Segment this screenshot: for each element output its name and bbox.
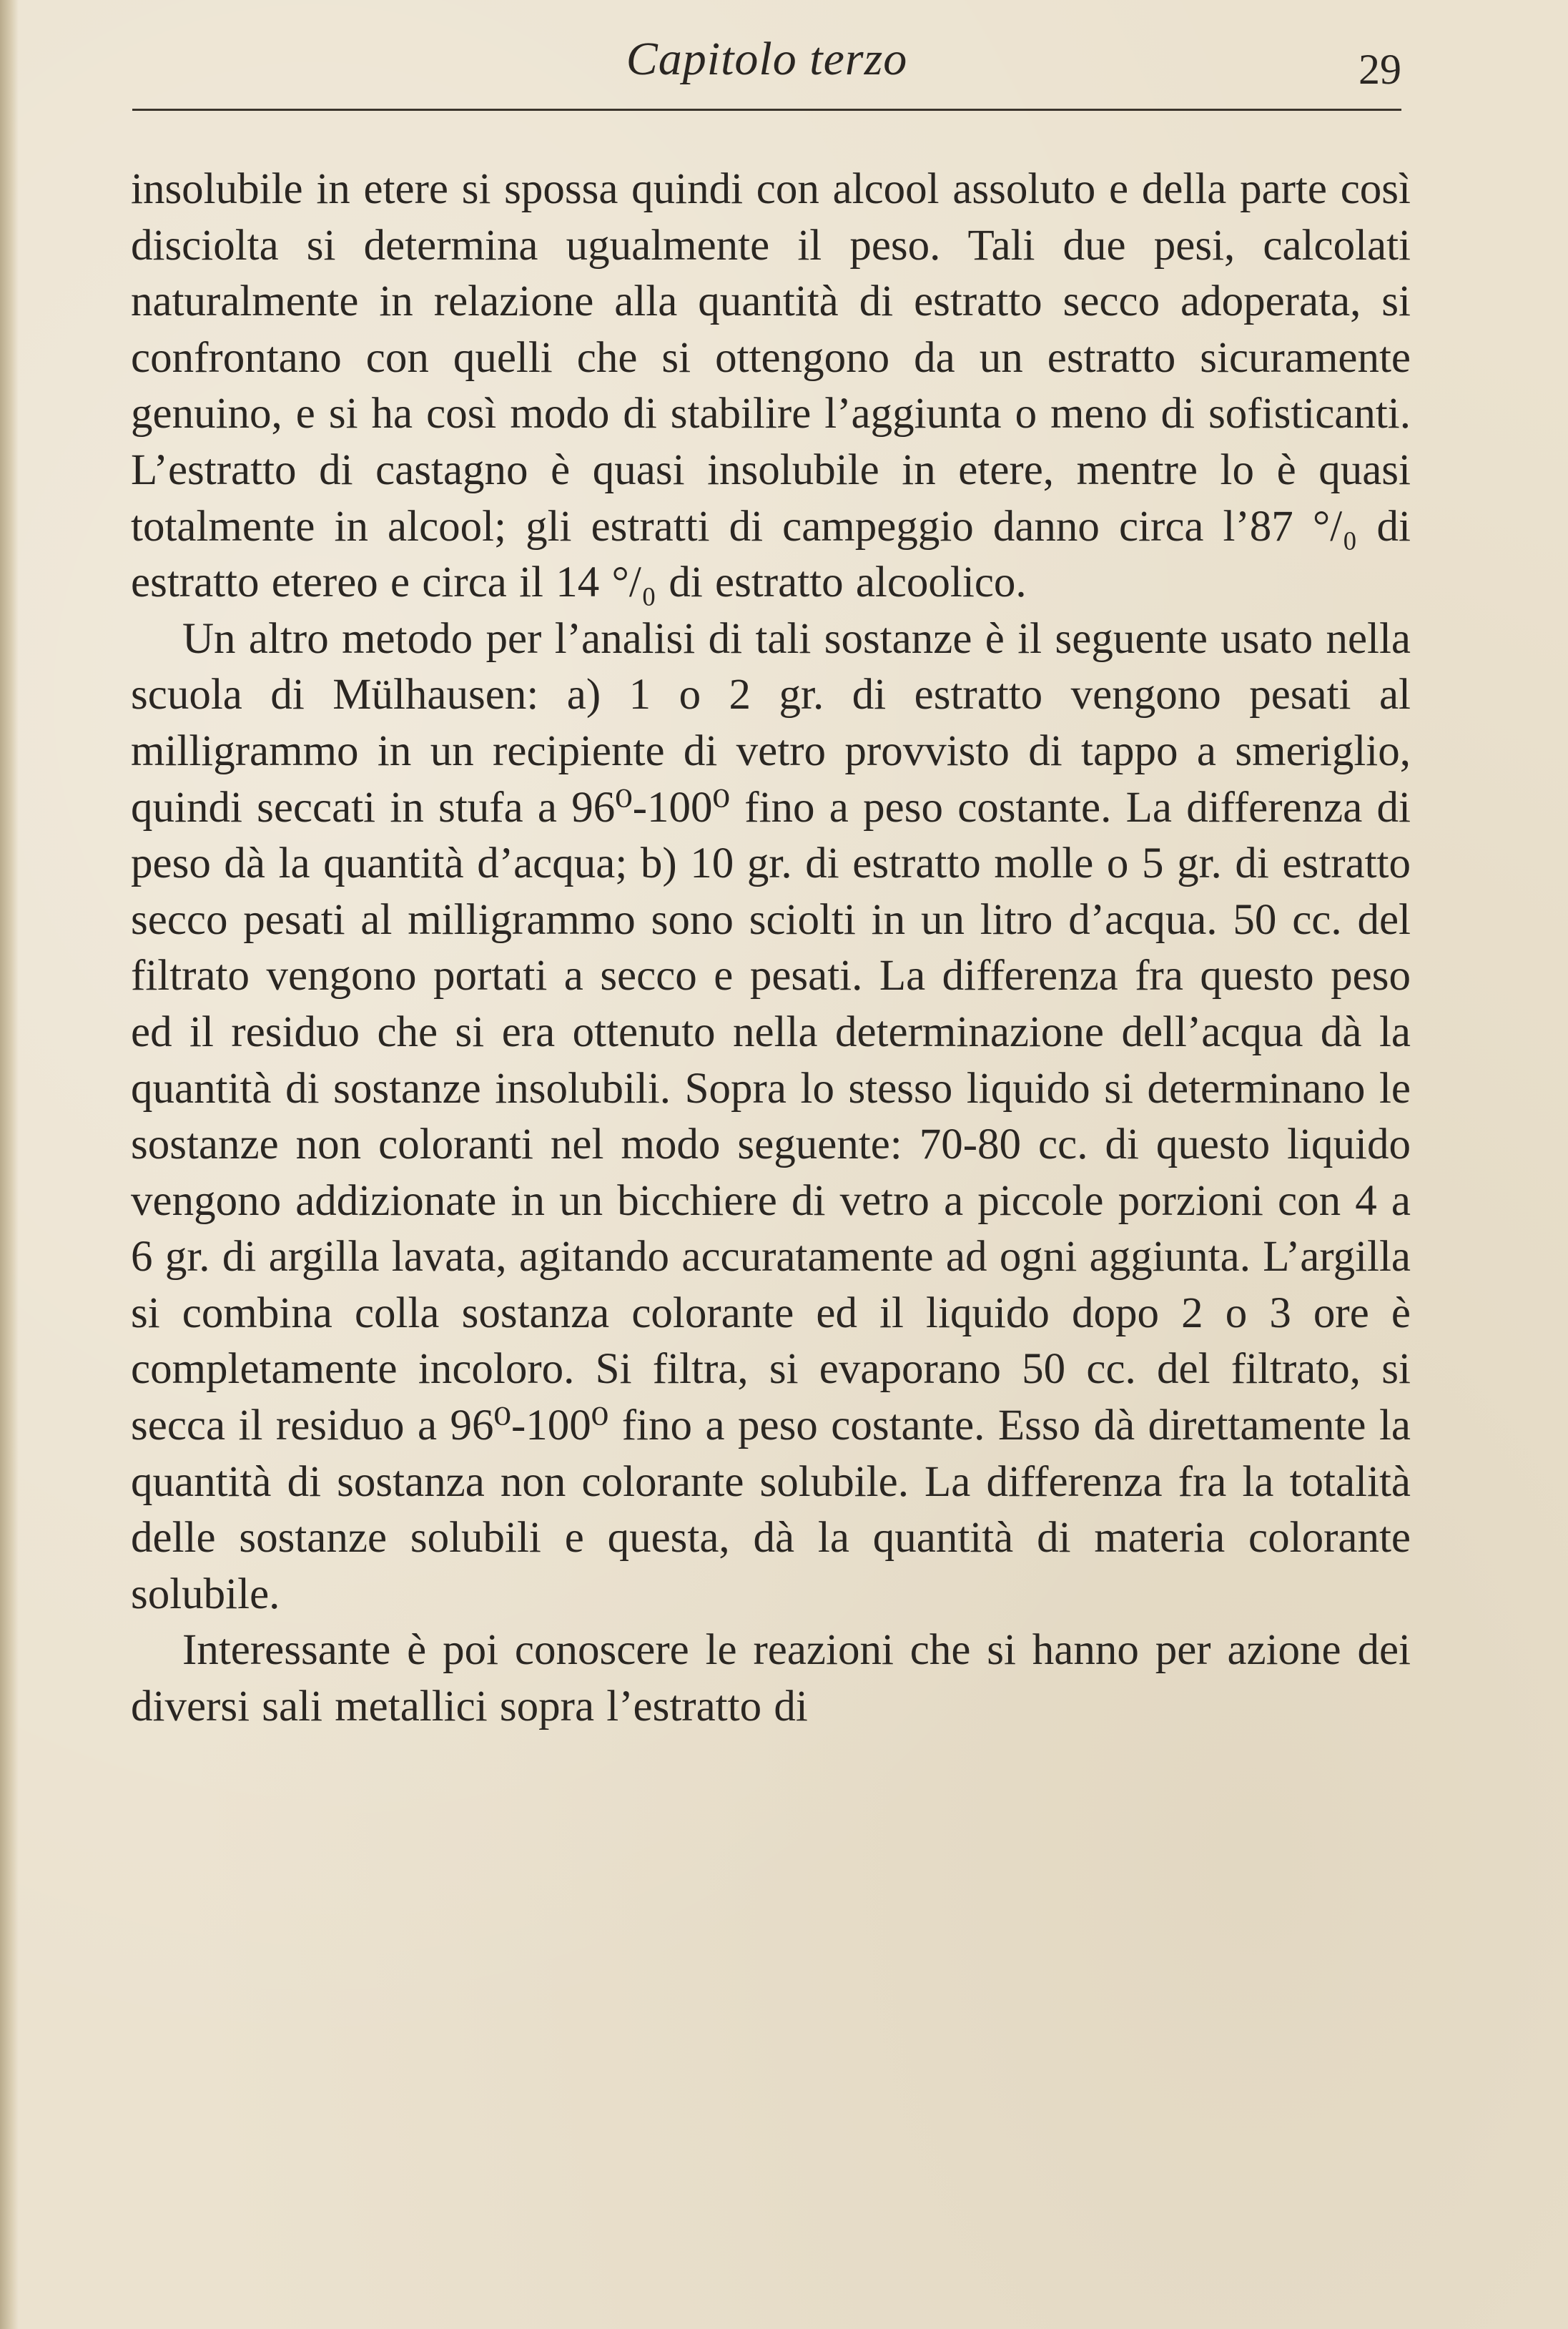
running-title: Capitolo terzo [626,33,908,85]
paragraph-2: Un altro metodo per l’analisi di tali sostanze è il seguente usato nella scuola di Mülhausen: a) 1 o 2 gr. di estratto vengono pesati al milligrammo in un recipiente di vetro provvisto di tappo a smeriglio, quindi seccati in stufa a 96⁰-100⁰ fino a peso costante. La differenza di peso dà la quantità d’acqua; b) 10 gr. di estratto molle o 5 gr. di estratto secco pesati al milligrammo sono sciolti in un litro d’acqua. 50 cc. del filtrato vengono portati a secco e pesati. La differenza fra questo peso ed il residuo che si era ottenuto nella determinazione dell’acqua dà la quantità di sostanze insolubili. Sopra lo stesso liquido si determinano le sostanze non coloranti nel modo seguente: 70-80 cc. di questo liquido vengono addizionate in un bicchiere di vetro a piccole porzioni con 4 a 6 gr. di argilla lavata, agitando accuratamente ad ogni aggiunta. L’argilla si combina colla sostanza colorante ed il liquido dopo 2 o 3 ore è completamente incoloro. Si filtra, si evaporano 50 cc. del filtrato, si secca il residuo a 96⁰-100⁰ fino a peso costante. Esso dà direttamente la quantità di sostanza non colorante solubile. La differenza fra la totalità delle sostanze solubili e questa, dà la quantità di materia colorante solubile. [131,614,1411,1618]
running-head [132,27,1401,99]
header-rule [132,109,1401,111]
page-number: 29 [1359,46,1401,93]
page-binding-edge [0,0,19,2329]
paragraph-3: Interessante è poi conoscere le reazioni che si hanno per azione dei diversi sali metallici sopra l’estratto di [131,1626,1411,1731]
paragraph-1: insolubile in etere si spossa quindi con alcool assoluto e della parte così disciolta si determina ugualmente il peso. Tali due pesi, calcolati naturalmente in relazione alla quantità di estratto secco adoperata, si confrontano con quelli che si ottengono da un estratto sicuramente genuino, e si ha così modo di stabilire l’aggiunta o meno di sofisticanti. L’estratto di castagno è quasi insolubile in etere, mentre lo è quasi totalmente in alcool; gli estratti di campeggio danno circa l’87 °/₀ di estratto etereo e circa il 14 °/₀ di estratto alcoolico. [131,165,1411,607]
body-text [131,162,1411,1735]
